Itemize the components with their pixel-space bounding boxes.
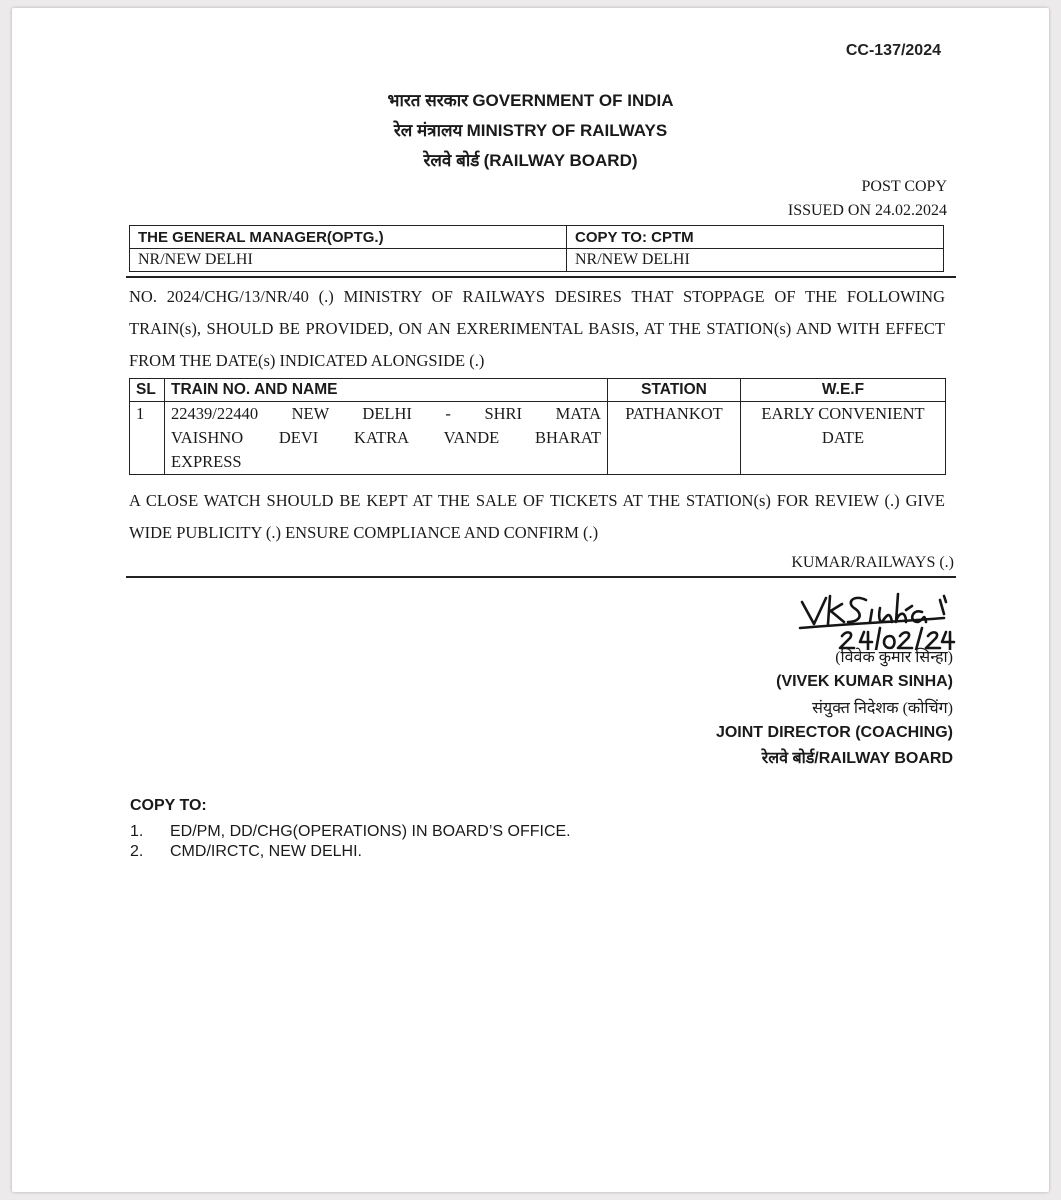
list-item bbox=[130, 822, 571, 842]
header-board-english: (RAILWAY BOARD) bbox=[483, 151, 638, 170]
signatory-designation: JOINT DIRECTOR (COACHING) bbox=[715, 724, 953, 741]
train-table-header bbox=[130, 379, 946, 402]
header-board bbox=[12, 148, 1049, 171]
train-name-line: EXPRESS bbox=[171, 452, 242, 471]
copy-to-title: COPY TO: CPTM bbox=[567, 226, 944, 249]
watch-paragraph: A CLOSE WATCH SHOULD BE KEPT AT THE SALE OF TICKETS AT THE STATION(s) FOR REVIEW (.) GIVE WIDE PUBLICITY (.) ENSURE COMPLIANCE AND CONFIRM (.) bbox=[129, 491, 945, 542]
signatory-designation-hindi: संयुक्त निदेशक (कोचिंग) bbox=[812, 700, 953, 717]
col-station: STATION bbox=[608, 379, 741, 402]
handwritten-signature bbox=[794, 588, 964, 650]
train-name-line: VAISHNO DEVI KATRA VANDE BHARAT bbox=[171, 428, 601, 447]
train-name-line: 22439/22440 NEW DELHI - SHRI MATA bbox=[171, 404, 601, 423]
header-government bbox=[12, 88, 1049, 111]
header-ministry-hindi: रेल मंत्रालय bbox=[393, 121, 463, 140]
closing-line: KUMAR/RAILWAYS (.) bbox=[791, 554, 954, 571]
header-government-hindi: भारत सरकार bbox=[387, 91, 469, 110]
divider-top bbox=[126, 276, 956, 278]
row-wef bbox=[741, 402, 946, 475]
address-table bbox=[129, 225, 944, 272]
addressee-title: THE GENERAL MANAGER(OPTG.) bbox=[130, 226, 567, 249]
col-wef: W.E.F bbox=[741, 379, 946, 402]
instruction-paragraph: NO. 2024/CHG/13/NR/40 (.) MINISTRY OF RAILWAYS DESIRES THAT STOPPAGE OF THE FOLLOWING TRAIN(s), SHOULD BE PROVIDED, ON AN EXRERIMENTAL BASIS, AT THE STATION(s) AND WITH EFFECT FROM THE DATE(s) INDICATED ALONGSIDE (.) bbox=[129, 287, 945, 370]
signatory-name-hindi: (विवेक कुमार सिन्हा) bbox=[835, 649, 953, 666]
list-item-number: 2. bbox=[130, 843, 144, 860]
list-item bbox=[130, 842, 571, 862]
issued-date: ISSUED ON 24.02.2024 bbox=[787, 202, 947, 219]
list-item-number: 1. bbox=[130, 823, 144, 840]
list-item-text: CMD/IRCTC, NEW DELHI. bbox=[170, 843, 362, 860]
header-board-hindi: रेलवे बोर्ड bbox=[423, 151, 480, 170]
row-train bbox=[165, 402, 608, 475]
table-row bbox=[130, 402, 946, 475]
divider-bottom bbox=[126, 576, 956, 578]
col-sl: SL bbox=[130, 379, 165, 402]
wef-line: EARLY CONVENIENT bbox=[761, 404, 925, 423]
train-table bbox=[129, 378, 946, 475]
copy-to-place: NR/NEW DELHI bbox=[567, 249, 944, 272]
col-train: TRAIN NO. AND NAME bbox=[165, 379, 608, 402]
signatory-name: (VIVEK KUMAR SINHA) bbox=[776, 673, 953, 690]
reference-number: CC-137/2024 bbox=[845, 42, 941, 59]
header-ministry bbox=[12, 118, 1049, 141]
copy-to-heading: COPY TO: bbox=[130, 797, 207, 814]
list-item-text: ED/PM, DD/CHG(OPERATIONS) IN BOARD’S OFFICE. bbox=[170, 823, 571, 840]
signatory-office: रेलवे बोर्ड/RAILWAY BOARD bbox=[761, 750, 953, 767]
copy-to-list bbox=[130, 822, 571, 862]
wef-line: DATE bbox=[821, 428, 865, 447]
header-ministry-english: MINISTRY OF RAILWAYS bbox=[466, 121, 668, 140]
document-page bbox=[12, 8, 1049, 1192]
row-station: PATHANKOT bbox=[608, 402, 741, 475]
addressee-place: NR/NEW DELHI bbox=[130, 249, 567, 272]
header-government-english: GOVERNMENT OF INDIA bbox=[472, 91, 674, 110]
post-copy-label: POST COPY bbox=[861, 178, 947, 195]
row-sl: 1 bbox=[130, 402, 165, 475]
